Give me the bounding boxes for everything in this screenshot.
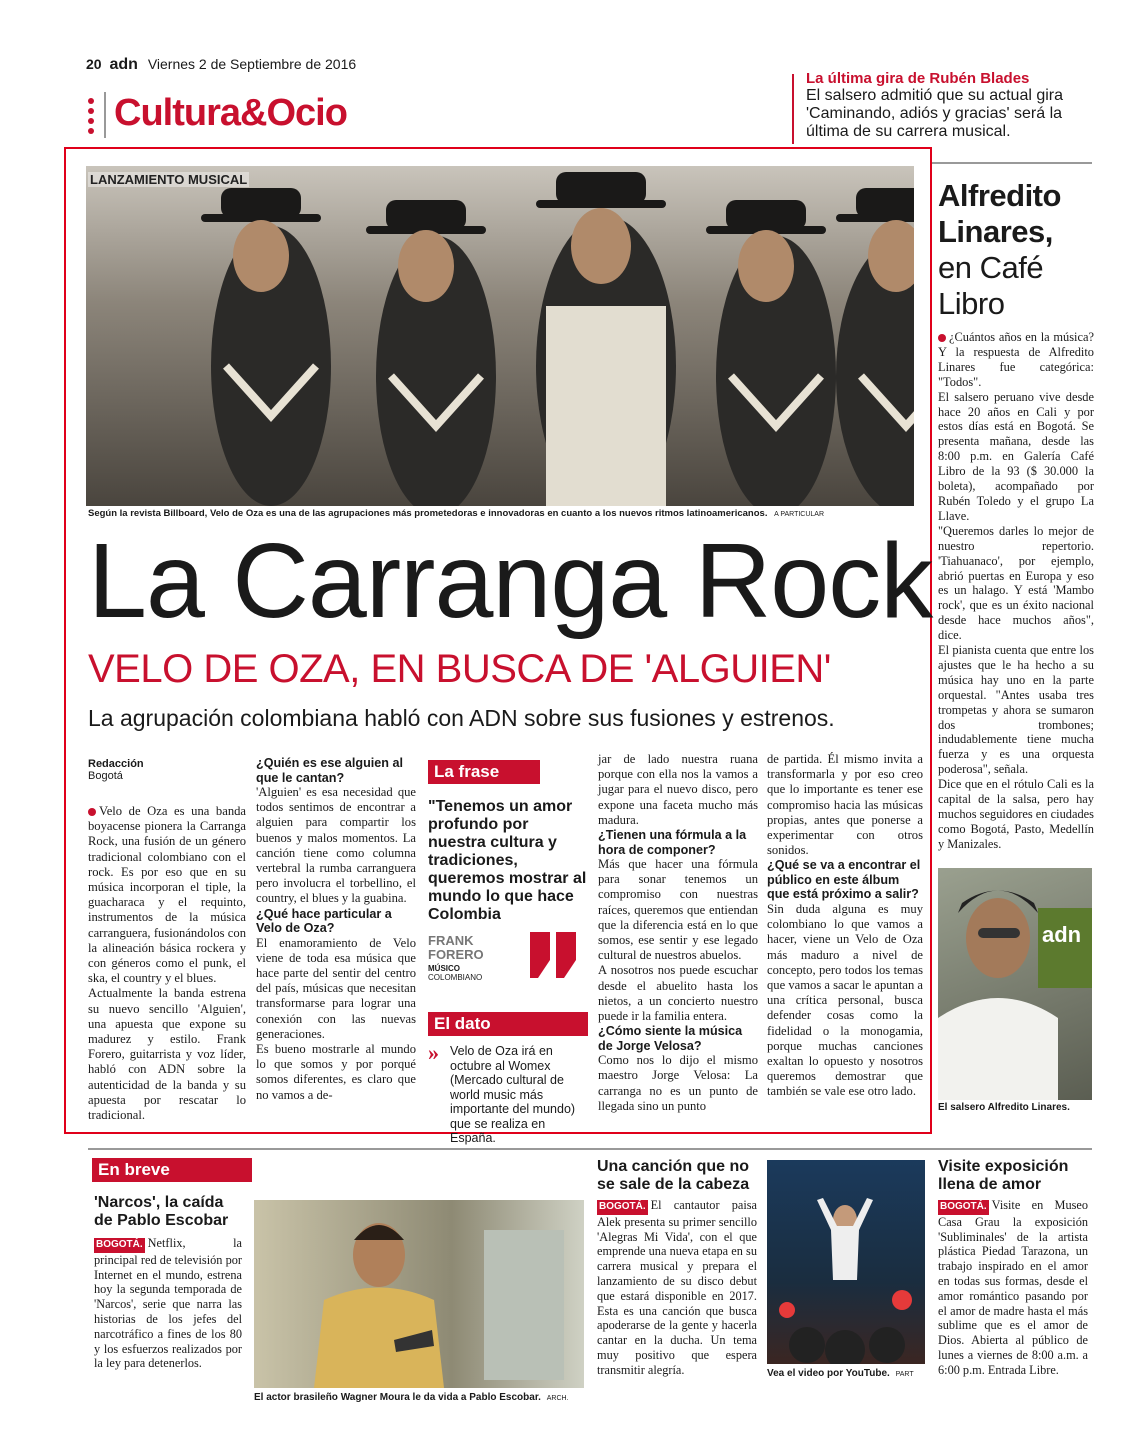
subheadline: VELO DE OZA, EN BUSCA DE 'ALGUIEN' — [88, 647, 831, 691]
cancion-block — [597, 1158, 757, 1378]
answer-1: 'Alguien' es esa necesidad que todos sentimos de encontrar a alguien para compartir los buenos y malos momentos. La canción tiene como columna vertebral la rumba carranguera pero involucra el torbellino, el country, el blues y la guabina. — [256, 785, 416, 906]
expo-city-tag: BOGOTÁ. — [938, 1200, 989, 1215]
article-bullet — [88, 808, 96, 816]
question-4: ¿Cómo siente la música de Jorge Velosa? — [598, 1024, 743, 1053]
section-bullets — [88, 98, 96, 134]
byline-city: Bogotá — [88, 770, 123, 782]
article-kicker: LANZAMIENTO MUSICAL — [90, 172, 248, 187]
column-1-text: Velo de Oza es una banda boyacense pionera la Carranga Rock, una fusión de un género tradicional colombiano con el rock. Es por eso que en su música incorporan el tiple, la guacharaca y el requinto, instrumentos de la música carranguera, fusionándolos con la alineación básica rockera y con géneros como el punk, el ska, el country y el blues. Actualmente la banda estrena su nuevo sencillo 'Alguien', una apuesta que expone su madurez y estilo. Frank Forero, guitarrista y voz líder, habló con ADN sobre la autenticidad de la banda y su apuesta por rescatar lo tradicional. — [88, 804, 246, 1123]
question-1: ¿Quién es ese alguien al que le cantan? — [256, 756, 403, 785]
breve-block — [94, 1194, 242, 1371]
column-3 — [428, 760, 588, 1146]
question-3: ¿Tienen una fórmula a la hora de componer? — [598, 828, 747, 857]
byline: Redacción — [88, 758, 144, 770]
photo-caption — [88, 508, 918, 519]
sidebar-rule — [932, 162, 1092, 164]
headline: La Carranga Rock — [88, 522, 933, 640]
quote-mark-icon — [528, 932, 580, 978]
band-photo-illustration — [86, 166, 914, 506]
column-5-text: de partida. Él mismo invita a transformarla y por eso creo que lo importante es tener ese compromiso hacia las músicas propias, antes que ponerse a experimentar con otros sonidos. — [767, 752, 923, 858]
column-2 — [256, 756, 416, 1103]
teaser-rule — [792, 74, 794, 144]
double-chevron-icon: » — [428, 1040, 439, 1065]
sidebar-photo — [938, 868, 1092, 1100]
expo-title: Visite exposición llena de amor — [938, 1158, 1069, 1193]
teaser — [806, 70, 1096, 141]
cancion-title: Una canción que no se sale de la cabeza — [597, 1158, 750, 1193]
column-4 — [598, 752, 758, 1114]
answer-5: Sin duda alguna es muy colombiano lo que vamos a hacer, viene un Velo de Oza más maduro a nivel de concepto, pero todos los temas que vamos a sacar le apuntan a una crítica personal, busca defender cosas como la fidelidad o la monogamia, porque muchas canciones exaltan lo opuesto y nosotros queremos demostrar que también se vale ese otro lado. — [767, 901, 923, 1099]
dato-text: Velo de Oza irá en octubre al Womex (Mercado cultural de world music más importante del mundo) que se realiza en España. — [450, 1044, 576, 1145]
breve-photo-credit: ARCH. — [546, 1395, 569, 1402]
cancion-photo-credit: PART — [895, 1371, 914, 1378]
frase-role: MÚSICO — [428, 964, 460, 973]
column-1 — [88, 758, 246, 1123]
teaser-title: La última gira de Rubén Blades — [806, 70, 1030, 87]
section-divider — [104, 92, 106, 138]
breve-label: En breve — [92, 1158, 252, 1182]
photo-caption-text: Según la revista Billboard, Velo de Oza es una de las agrupaciones más prometedoras e innovadoras en cuanto a los nuevos ritmos latinoamericanos. — [88, 508, 768, 519]
breve-title: 'Narcos', la caída de Pablo Escobar — [94, 1194, 229, 1229]
frase-name: FRANK FORERO — [428, 933, 484, 962]
sidebar-title: Alfredito Linares, — [938, 178, 1061, 249]
bottom-rule — [88, 1148, 1092, 1150]
column-4-text: jar de lado nuestra ruana porque con ella nos la vamos a jugar para el nuevo disco, pero expone una faceta mucho más madura. — [598, 752, 758, 827]
cancion-text: BOGOTÁ. El cantautor paisa Alek presenta su primer sencillo 'Alegras Mi Vida', con el que emprende una nueva etapa en su carrera musical y prepara el lanzamiento de su disco debut que estará disponible en 2017. Esta es una canción que busca apoderarse de la gente y hacerla cantar en la ducha. Un tema muy positivo que espera transmitir alegría. — [597, 1198, 757, 1377]
breve-city-tag: BOGOTÁ. — [94, 1238, 145, 1253]
sidebar — [938, 178, 1094, 852]
sidebar-text: ¿Cuántos años en la música? Y la respuesta de Alfredito Linares fue categórica: "Todos". El salsero peruano vive desde hace 20 años en Cali y por estos días está en Bogotá. Se presenta mañana, desde las 8:00 p.m. en Galería Café Libro de la 93 ($ 30.000 la boleta), acompañado por Rubén Toledo y el grupo La Llave. "Queremos darles lo mejor de nuestro repertorio. 'Tiahuanaco', por ejemplo, abrió puertas en Europa y eso es un halago. Y está 'Mambo rock', que es un éxito nacional desde hace muchos años", dice. El pianista cuenta que entre los ajustes que le ha hecho a su música hay uno en la parte orquestal. "Antes usaba tres trompetas y ahora se sumaron dos trombones; indudablemente tiene mucha fuerza y es una orquesta poderosa", señala. Dice que en el rótulo Cali es la capital de la salsa, pero hay muchos seguidores en ciudades como Bogotá, Pasto, Medellín y Manizales. — [938, 330, 1094, 851]
section-title: Cultura&Ocio — [114, 92, 347, 134]
cancion-photo — [767, 1160, 925, 1364]
column-5 — [767, 752, 923, 1100]
expo-text: BOGOTÁ. Visite en Museo Casa Grau la exposición 'Subliminales' de la artista plástica Piedad Tarazona, un trabajo inspirado en el amor en todas sus formas, desde el amor romántico pasando por el amor de madre hasta el más sublime que es el amor de Dios. Abierta al público de lunes a viernes de 8:00 a.m. a 6:00 p.m. Entrada Libre. — [938, 1198, 1088, 1377]
breve-photo-caption: El actor brasileño Wagner Moura le da vida a Pablo Escobar. ARCH. — [254, 1392, 569, 1403]
question-2: ¿Qué hace particular a Velo de Oza? — [256, 906, 392, 936]
expo-block — [938, 1158, 1088, 1378]
brand-logo: adn — [109, 56, 138, 73]
frase-role-2: COLOMBIANO — [428, 973, 483, 982]
page-number: 20 — [86, 56, 102, 72]
band-photo — [86, 166, 914, 506]
frase-label: La frase — [428, 760, 540, 784]
issue-date: Viernes 2 de Septiembre de 2016 — [147, 56, 357, 72]
cancion-city-tag: BOGOTÁ. — [597, 1200, 648, 1215]
cancion-photo-caption: Vea el video por YouTube. PART — [767, 1368, 914, 1379]
question-5: ¿Qué se va a encontrar el público en este álbum que está próximo a salir? — [767, 858, 921, 902]
answer-3: Más que hacer una fórmula para sonar tenemos un compromiso con nuestras raíces, queremos que entiendan que la diferencia está en lo que somos, ese sentir y ese legado cultural de nuestros abuelos. A nosotros nos puede escuchar desde el abuelito hasta los nietos, a un concierto nuestro puede ir la familia entera. — [598, 857, 758, 1024]
deck: La agrupación colombiana habló con ADN sobre sus fusiones y estrenos. — [88, 705, 835, 731]
sidebar-subtitle: en Café Libro — [938, 250, 1044, 321]
teaser-text: El salsero admitió que su actual gira 'Caminando, adiós y gracias' será la última de su carrera musical. — [806, 87, 1064, 140]
sidebar-bullet — [938, 334, 946, 342]
sidebar-photo-logo: adn — [1042, 922, 1082, 947]
photo-credit: A PARTICULAR — [774, 511, 825, 518]
answer-4: Como nos lo dijo el mismo maestro Jorge Velosa: La carranga no es un punto de llegada sino un punto — [598, 1053, 758, 1113]
breve-photo — [254, 1200, 584, 1388]
sidebar-photo-caption: El salsero Alfredito Linares. — [938, 1102, 1070, 1113]
breve-text: BOGOTÁ. Netflix, la principal red de televisión por Internet en el mundo, estrena hoy la segunda temporada de 'Narcos', serie que narra las historias de los jefes del narcotráfico a fines de los 80 y los esfuerzos realizados por la ley para detenerlos. — [94, 1236, 242, 1371]
dato-label: El dato — [428, 1012, 588, 1036]
frase-quote: "Tenemos un amor profundo por nuestra cultura y tradiciones, queremos mostrar al mundo lo que hace Colombia — [428, 798, 587, 923]
page-header — [86, 56, 356, 74]
answer-2: El enamoramiento de Velo viene de toda esa música que hace parte del sentir del centro del país, músicas que necesitan transformarse para lograr una conexión con las nuevas generaciones. Es bueno mostrarle al mundo lo que somos y por porqué somos diferentes, es claro que no vamos a de- — [256, 935, 416, 1102]
